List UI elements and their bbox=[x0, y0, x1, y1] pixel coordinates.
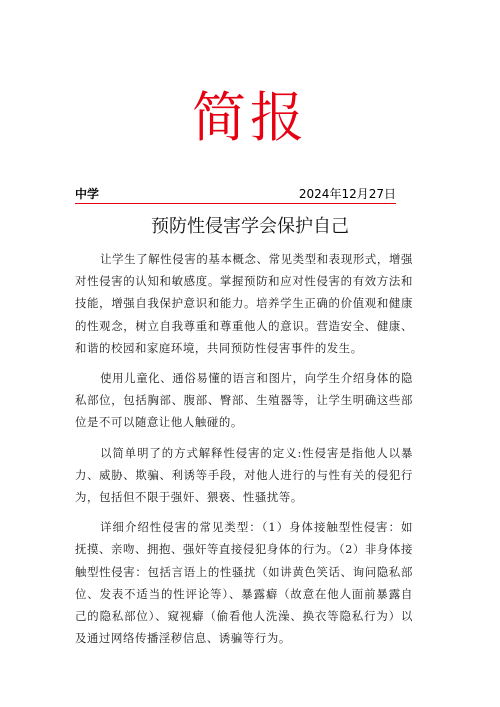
masthead-title: 简报 bbox=[192, 86, 308, 149]
article-paragraph: 让学生了解性侵害的基本概念、常见类型和表现形式，增强对性侵害的认知和敏感度。掌握预防和应对性侵害的有效方法和技能，增强自我保护意识和能力。培养学生正确的价值观和健康的性观念，树立自我尊重和尊重他人的意识。营造安全、健康、和谐的校园和家庭环境，共同预防性侵害事件的发生。 bbox=[75, 252, 413, 355]
article-paragraph: 使用儿童化、通俗易懂的语言和图片，向学生介绍身体的隐私部位，包括胸部、腹部、臀部、生殖器等，让学生明确这些部位是不可以随意让他人触碰的。 bbox=[75, 371, 413, 430]
article-paragraph: 详细介绍性侵害的常见类型：（1）身体接触型性侵害：如抚摸、亲吻、拥抱、强奸等直接侵犯身体的行为。（2）非身体接触型性侵害：包括言语上的性骚扰（如讲黄色笑话、询问隐私部位、发表不适当的性评论等）、暴露癖（故意在他人面前暴露自己的隐私部位）、窥视癖（偷看他人洗澡、换衣等隐私行为）以及通过网络传播淫秽信息、诱骗等行为。 bbox=[75, 520, 413, 646]
issue-date: 2024年12月27日 bbox=[298, 187, 396, 201]
article-headline: 预防性侵害学会保护自己 bbox=[151, 216, 349, 237]
article-body bbox=[75, 248, 413, 657]
red-divider-line bbox=[75, 203, 396, 204]
article-paragraph: 以简单明了的方式解释性侵害的定义:性侵害是指他人以暴力、威胁、欺骗、利诱等手段，对他人进行的与性有关的侵犯行为，包括但不限于强奸、猥亵、性骚扰等。 bbox=[75, 445, 413, 505]
school-name: 中学 bbox=[75, 187, 100, 201]
dateline bbox=[75, 186, 396, 204]
